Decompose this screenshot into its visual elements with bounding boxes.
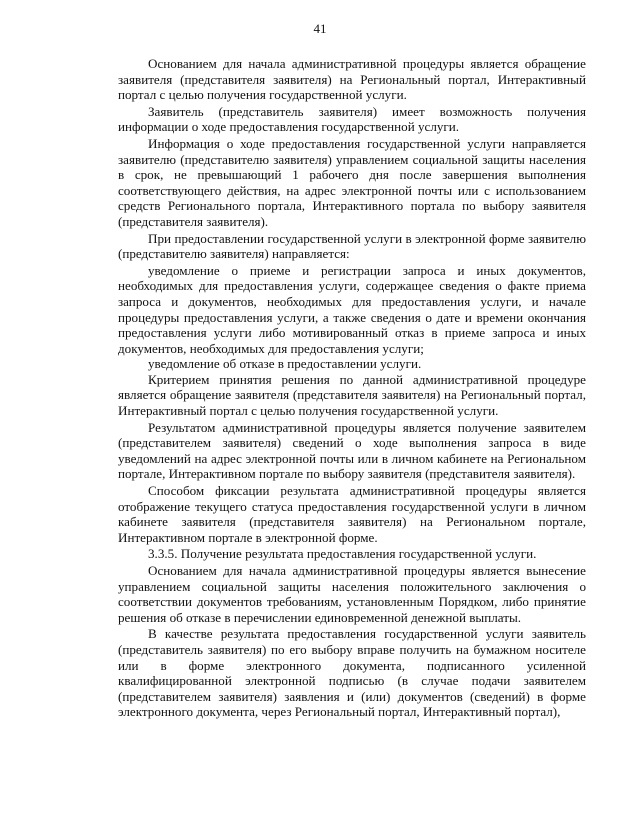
paragraph-result: Результатом административной процедуры является получение заявителем (представителем заявителя) сведений о ходе выполнения запроса в виде уведомлений на адрес электронной почты или в личном кабинете на Региональном портале, Интерактивном портале по выбору заявителя (представителя заявителя). [118,419,586,482]
document-body [118,56,586,721]
paragraph-basis-1: Основанием для начала административной процедуры является обращение заявителя (представителя заявителя) на Региональный портал, Интерактивный портал с целью получения государственной услуги. [118,56,586,103]
paragraph-applicant-info: Заявитель (представитель заявителя) имеет возможность получения информации о ходе предоставления государственной услуги. [118,103,586,135]
paragraph-criterion: Критерием принятия решения по данной административной процедуре является обращение заявителя (представителя заявителя) на Региональный портал, Интерактивный портал с целью получения государственной услуги. [118,371,586,419]
paragraph-result-delivery: В качестве результата предоставления государственной услуги заявитель (представитель заявителя) по его выбору вправе получить на бумажном носителе или в форме электронного документа, подписанного усиленной квалифицированной электронной подписью (в случае подачи заявителем (представителем заявителя) заявления и (или) документов (сведений) в форме электронного документа, через Региональный портал, Интерактивный портал), [118,626,586,720]
page-number: 41 [313,21,327,36]
section-heading-3-3-5: 3.3.5. Получение результата предоставления государственной услуги. [148,546,537,562]
paragraph-fixation: Способом фиксации результата административной процедуры является отображение текущего статуса предоставления государственной услуги в личном кабинете заявителя (представителя заявителя) на Региональном портале, Интерактивном портале в электронной форме. [118,483,586,545]
paragraph-electronic-form: При предоставлении государственной услуги в электронной форме заявителю (представителю заявителя) направляется: [118,230,586,262]
list-item-refusal-notice: уведомление об отказе в предоставлении услуги. [148,356,422,372]
list-item-receipt-notice: уведомление о приеме и регистрации запроса и иных документов, необходимых для предоставления услуги, содержащее сведения о факте приема запроса и документов, необходимых для предоставления услуги, и начале процедуры предоставления услуги, а также сведения о дате и времени окончания предоставления услуги либо мотивированный отказ в приеме запроса и иных документов, необходимых для предоставления услуги; [118,262,586,356]
paragraph-info-sent: Информация о ходе предоставления государственной услуги направляется заявителю (представителю заявителя) управлением социальной защиты населения в срок, не превышающий 1 рабочего дня после завершения выполнения соответствующего действия, на адрес электронной почты или с использованием средств Регионального портала, Интерактивного портала по выбору заявителя (представителя заявителя). [118,135,586,229]
paragraph-basis-2: Основанием для начала административной процедуры является вынесение управлением социальной защиты населения положительного заключения о соответствии документов требованиям, установленным Порядком, либо принятие решения об отказе в перечислении единовременной денежной выплаты. [118,563,586,625]
